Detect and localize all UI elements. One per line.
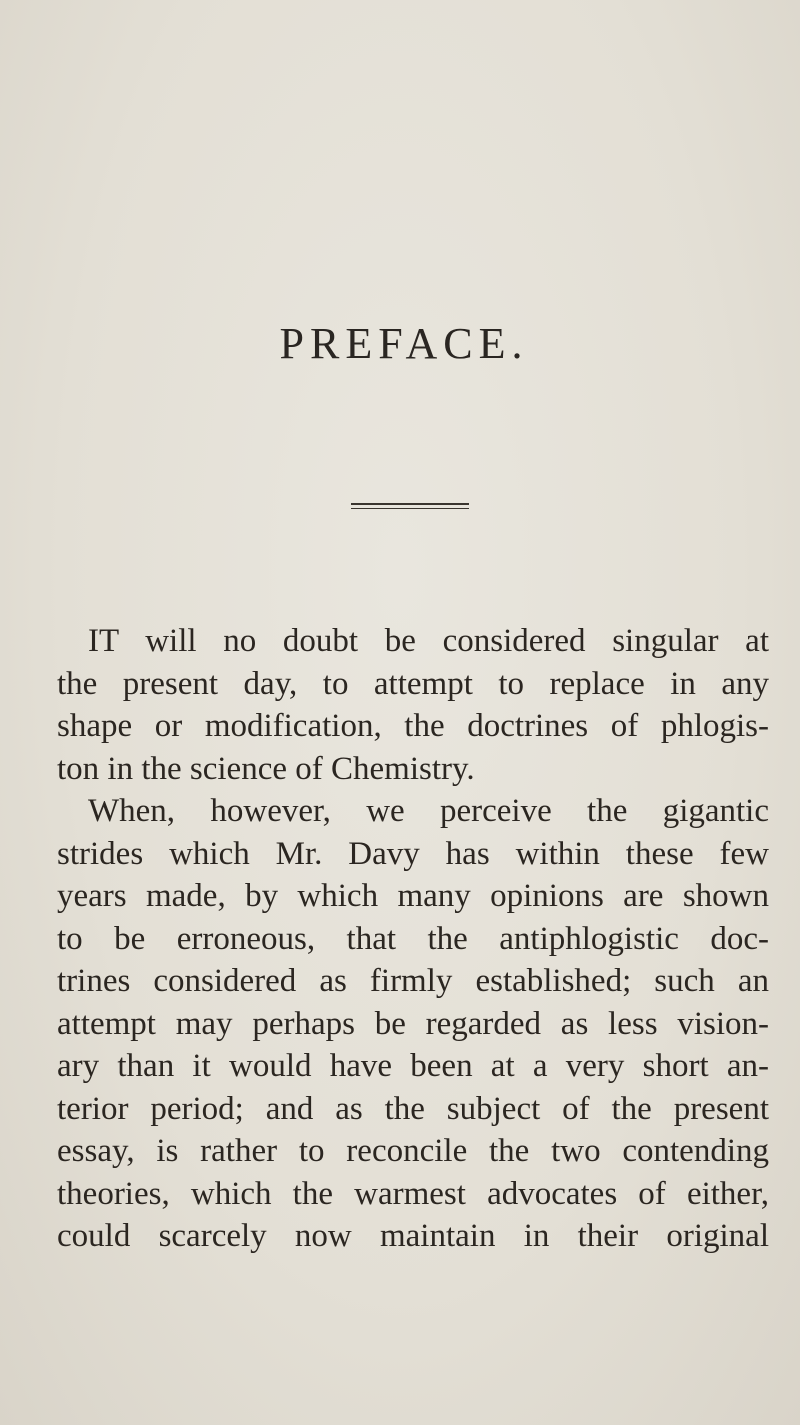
text-line: theories, which the warmest advocates of either, bbox=[57, 1175, 769, 1212]
text-line: could scarcely now maintain in their original bbox=[57, 1218, 769, 1254]
text-line: to be erroneous, that the antiphlogistic doc- bbox=[57, 920, 769, 957]
text-line: the present day, to attempt to replace in any bbox=[57, 665, 769, 702]
preface-body bbox=[57, 620, 769, 1258]
text-line: attempt may perhaps be regarded as less vision- bbox=[57, 1005, 769, 1042]
text-line: terior period; and as the subject of the present bbox=[57, 1090, 769, 1127]
text-line: essay, is rather to reconcile the two contending bbox=[57, 1133, 769, 1169]
divider-rule-thin bbox=[351, 508, 469, 509]
text-line: ton in the science of Chemistry. bbox=[57, 750, 475, 787]
preface-heading: PREFACE. bbox=[279, 319, 529, 368]
text-line: IT will no doubt be considered singular at bbox=[88, 623, 769, 659]
text-line: ary than it would have been at a very short an- bbox=[57, 1048, 769, 1084]
divider-rule-thick bbox=[351, 503, 469, 505]
text-line: trines considered as firmly established; such an bbox=[57, 963, 769, 999]
text-line: strides which Mr. Davy has within these few bbox=[57, 835, 769, 872]
text-line: shape or modification, the doctrines of phlogis- bbox=[57, 708, 769, 744]
text-line: years made, by which many opinions are shown bbox=[57, 878, 769, 914]
text-line: When, however, we perceive the gigantic bbox=[88, 793, 769, 829]
